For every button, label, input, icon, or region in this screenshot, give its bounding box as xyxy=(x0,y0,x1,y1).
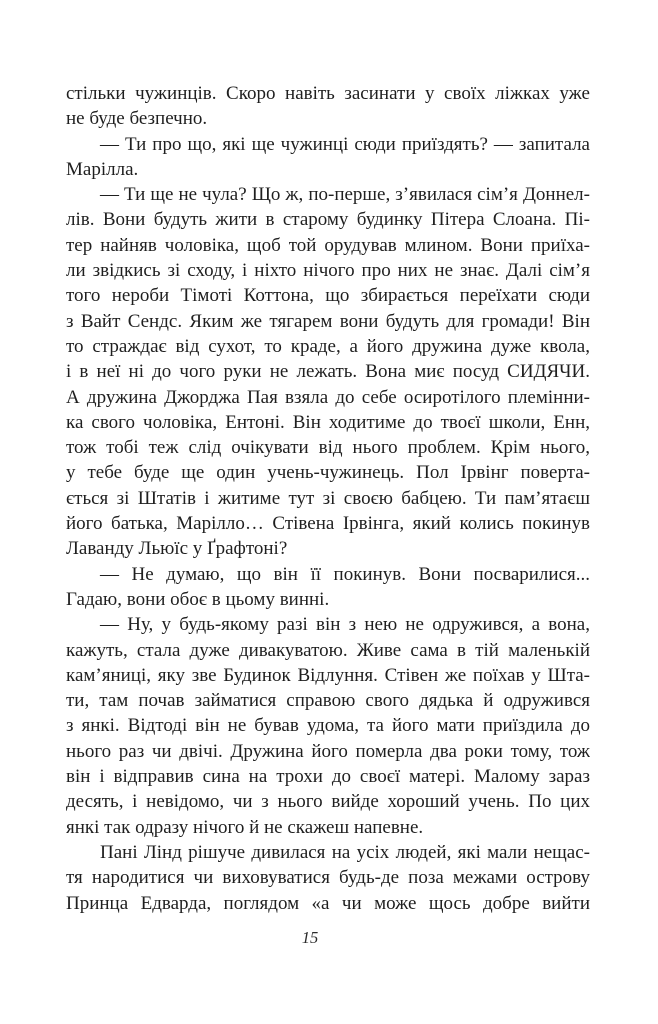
paragraph xyxy=(66,840,590,916)
text-line: його батька, Марілло… Стівена Ірвінга, який колись покинув xyxy=(66,513,590,535)
text-line: з янкі. Відтоді він не бував удома, та його мати приїздила до xyxy=(66,715,590,737)
text-line: ється зі Штатів і житиме тут зі своєю бабцею. Ти пам’ятаєш xyxy=(66,487,590,509)
text-line: кам’яниці, яку зве Будинок Відлуння. Стівен же поїхав у Шта- xyxy=(66,664,590,686)
text-line: Пані Лінд рішуче дивилася на усіх людей, які мали нещас- xyxy=(100,841,590,863)
text-line: стільки чужинців. Скоро навіть засинати у своїх ліжках уже xyxy=(66,83,590,104)
text-line: ли звідкись зі сходу, і ніхто нічого про них не знає. Далі сім’я xyxy=(66,260,590,282)
text-line: не буде безпечно. xyxy=(66,108,208,130)
text-line: у тебе буде ще один учень-чужинець. Пол Ірвінг поверта- xyxy=(66,462,590,484)
text-line: — Ти про що, які ще чужинці сюди приїздять? — запитала xyxy=(100,133,590,155)
text-line: Гадаю, вони обоє в цьому винні. xyxy=(66,588,330,610)
text-line: — Не думаю, що він її покинув. Вони посварилися... xyxy=(100,563,590,585)
text-line: то страждає від сухот, то краде, а його дружина дуже квола, xyxy=(66,335,590,357)
text-line: нього раз чи двічі. Дружина його померла два роки тому, тож xyxy=(66,740,590,762)
text-line: — Ти ще не чула? Що ж, по-перше, з’явилася сім’я Доннел- xyxy=(100,184,590,206)
text-line: Лаванду Льюїс у Ґрафтоні? xyxy=(66,538,288,560)
paragraph xyxy=(66,182,590,561)
paragraph xyxy=(66,612,590,840)
text-line: ка свого чоловіка, Ентоні. Він ходитиме до твоєї школи, Енн, xyxy=(66,411,590,433)
text-line: тер найняв чоловіка, щоб той орудував млином. Вони приїха- xyxy=(66,234,590,256)
text-line: Марілла. xyxy=(66,158,139,180)
text-line: того нероби Тімоті Коттона, що збирається переїхати сюди xyxy=(66,285,590,307)
text-line: — Ну, у будь-якому разі він з нею не одружився, а вона, xyxy=(100,614,590,636)
paragraph xyxy=(66,81,590,132)
text-line: десять, і невідомо, чи з нього вийде хороший учень. По цих xyxy=(66,791,590,813)
text-line: кажуть, стала дуже дивакуватою. Живе сама в тій маленькій xyxy=(66,639,590,661)
text-line: Принца Едварда, поглядом «а чи може щось добре вийти xyxy=(66,892,590,914)
text-line: тя народитися чи виховуватися будь-де поза межами острову xyxy=(66,867,590,889)
text-line: ти, там почав займатися справою свого дядька й одружився xyxy=(66,690,590,712)
text-line: і в неї ні до чого руки не лежать. Вона миє посуд СИДЯЧИ. xyxy=(66,361,590,383)
text-line: янкі так одразу нічого й не скажеш напевне. xyxy=(66,816,424,838)
text-line: він і відправив сина на трохи до своєї матері. Малому зараз xyxy=(66,766,590,788)
text-line: тож тобі теж слід очікувати від нього проблем. Крім нього, xyxy=(66,437,590,459)
text-line: лів. Вони будуть жити в старому будинку Пітера Слоана. Пі- xyxy=(66,209,590,231)
text-line: А дружина Джорджа Пая взяла до себе осиротілого племінни- xyxy=(66,386,590,408)
paragraph xyxy=(66,132,590,183)
paragraph xyxy=(66,562,590,613)
page-text xyxy=(66,81,590,916)
page-number: 15 xyxy=(301,928,319,947)
text-line: з Вайт Сендс. Яким же тягарем вони будуть для громади! Він xyxy=(66,310,590,332)
